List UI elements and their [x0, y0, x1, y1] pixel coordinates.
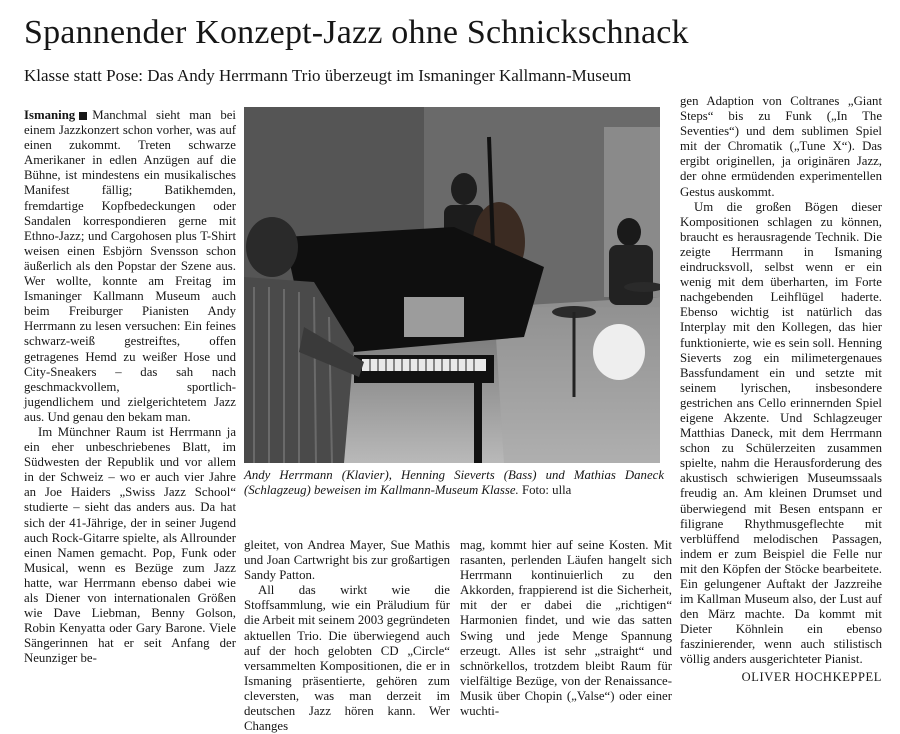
photo-caption: [244, 468, 664, 498]
byline: OLIVER HOCHKEPPEL: [741, 669, 882, 684]
paragraph: Im Münchner Raum ist Herrmann ja ein eher unbeschriebenes Blatt, im Südwesten der Republik und vor allem in der Schweiz – wo er auch vier Jahre an Joe Haiders „Swiss Jazz School“ studierte – sieht das anders aus. Da hat sich der 41-Jährige, der in seiner Jugend auch Rock-Gitarre spielte, als Allrounder einen Namen gemacht. Pop, Funk oder Musical, wenn es Bezüge zum Jazz hatte, war Herrmann ebenso dabei wie als Diener von internationalen Größen wie Dave Liebman, Benny Golson, Robin Kenyatta oder Gary Barone. Viele Sängerinnen hat er seit Anfang der Neunziger be-: [24, 424, 236, 666]
dateline: Ismaning: [24, 108, 76, 122]
caption-text: Andy Herrmann (Klavier), Henning Sieverts (Bass) und Mathias Daneck (Schlagzeug) beweisen im Kallmann-Museum Klasse.: [244, 468, 664, 498]
subheadline: Klasse statt Pose: Das Andy Herrmann Trio überzeugt im Ismaninger Kallmann-Museum: [24, 66, 632, 85]
article-column-3: [460, 538, 672, 719]
photo-credit: Foto: ulla: [521, 483, 572, 498]
paragraph: gleitet, von Andrea Mayer, Sue Mathis und Joan Cartwright bis zur großartigen Sandy Patton.: [244, 538, 450, 583]
concert-photo-drawing: [244, 107, 660, 463]
article-column-2: [244, 538, 450, 734]
paragraph-text: Manchmal sieht man bei einem Jazzkonzert schon vorher, was auf einen zukommt. Treten schwarze Amerikaner in edlen Anzügen auf die Bühne, ist mindestens ein musikalisches Manifest fällig; Batikhemden, fremdartige Kopfbedeckungen oder Sandalen korrespondieren gerne mit Ethno-Jazz; und Cargohosen plus T-Shirt weisen einen Esbjörn Svensson schon äußerlich als den Popstar der Szene aus. Wer wollte, konnte am Freitag im Ismaninger Kallmann Museum auch beim Freiburger Pianisten Andy Herrmann zu lesen versuchen: Ein feines schwarz-weiß gestreiftes, offen getragenes Hemd zu weißer Hose und City-Sneakers – das sah nach geschmackvollem, sportlich-jugendlichem und zielgerichtetem Jazz aus. Und genau den bekam man.: [24, 108, 236, 424]
paragraph: All das wirkt wie die Stoffsammlung, wie ein Präludium für die Arbeit mit seinem 2003 gegründeten aktuellen Trio. Die überwiegend auch auf der hoch gelobten CD „Circle“ versammelten Kompositionen, die er in Ismaning präsentierte, gehören zum cleversten, was man derzeit im deutschen Jazz hören kann. Wer Changes: [244, 583, 450, 734]
concert-photo: [244, 107, 660, 463]
paragraph: gen Adaption von Coltranes „Giant Steps“ bis zu Funk („In The Seventies“) und dem sublimen Spiel mit der Chromatik („Tune X“). Das ergibt originellen, ja originären Jazz, der ohne ermüdenden experimentellen Gestus auskommt.: [680, 94, 882, 199]
paragraph: mag, kommt hier auf seine Kosten. Mit rasanten, perlenden Läufen hangelt sich Herrmann kontinuierlich zu den Akkorden, frappierend ist die Sicherheit, mit der er dabei die „richtigen“ Harmonien findet, und wie das satten Swing und jede Menge Spannung erzeugt. Alles ist sehr „straight“ und schnörkellos, trotzdem bleibt Raum für vielfältige Bezüge, von der Renaissance-Musik über Chopin („Valse“) oder einer wuchti-: [460, 538, 672, 719]
article-column-1: [24, 108, 236, 666]
headline: Spannender Konzept-Jazz ohne Schnickschnack: [24, 14, 689, 51]
square-bullet-icon: [79, 112, 87, 120]
paragraph: Um die großen Bögen dieser Kompositionen schlagen zu können, braucht es herausragende Technik. Die zeigte Herrmann in Ismaning eindrucksvoll, selbst wenn er ein wenig mit dem überharten, im Forte nachgebenden Leihflügel haderte. Ebenso wichtig ist natürlich das Interplay mit den Kollegen, das hier funktionierte, wie es sein soll. Henning Sieverts zog ein milimetergenaues Bassfundament ein und setzte mit seinem lyrischen, insbesondere gestrichen ans Cello erinnernden Spiel eigene Akzente. Und Schlagzeuger Matthias Daneck, mit dem Herrmann schon zu Schülerzeiten zusammen spielte, nahm die Herausforderung des akustisch schwierigen Museumssaals freudig an. Am kleinen Drumset und überwiegend mit Besen entspann er filigrane Rhythmusgeflechte mit verblüffend melodischen Passagen, indem er zum Beispiel die Felle nur mit den Köpfen der Stöcke bearbeitete. Ein gelungener Auftakt der Jazzreihe im Kallman Museum also, der Lust auf den März machte. Da kommt mit Dieter Köhnlein ein ebenso faszinierender, wenn auch stilistisch völlig anders ausgerichteter Pianist.: [680, 199, 882, 667]
paragraph: [24, 108, 236, 425]
article-column-4: [680, 94, 882, 685]
